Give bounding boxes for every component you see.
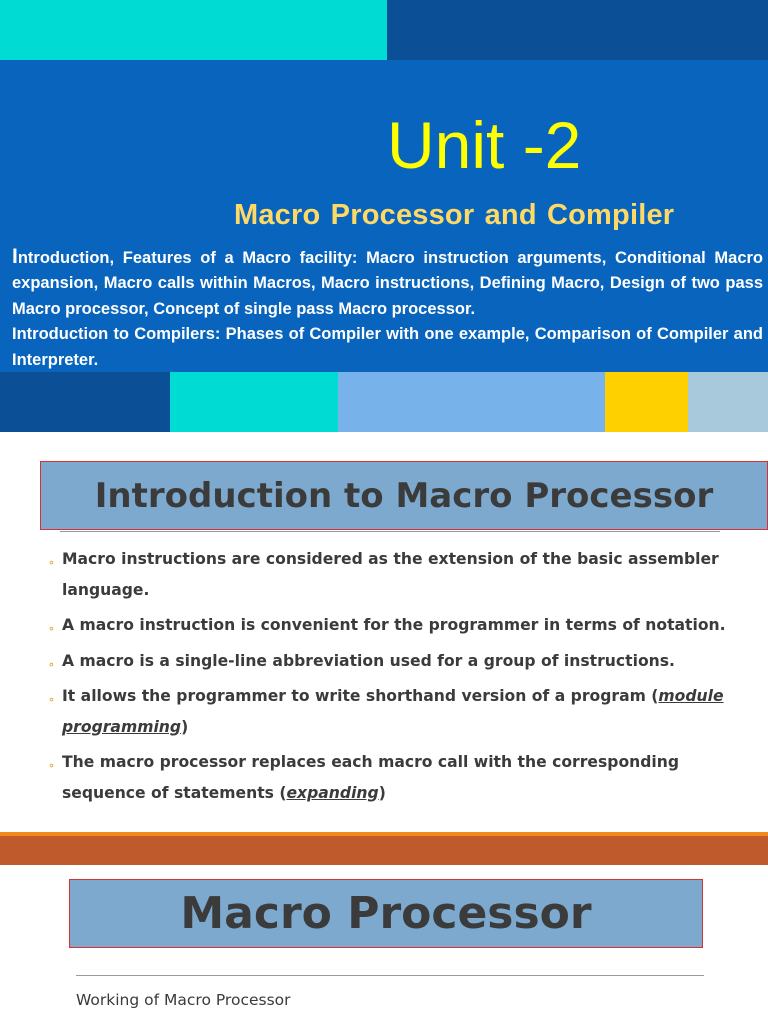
slide3-divider (76, 975, 704, 976)
top-navy-band (387, 0, 768, 60)
syllabus-text (12, 244, 763, 373)
list-item: ∘ It allows the programmer to write shorthand version of a program (module programming) (48, 687, 724, 736)
slide3-title: Macro Processor (180, 888, 592, 939)
emphasis-term: module programming (62, 687, 724, 736)
list-item: ∘ The macro processor replaces each macro call with the corresponding sequence of statements (expanding) (48, 753, 680, 802)
drop-initial: I (12, 245, 18, 268)
circle-bullet-icon: ∘ (48, 622, 55, 635)
list-item: ∘ A macro is a single-line abbreviation used for a group of instructions. (48, 651, 675, 671)
bottom-band-lightblue (338, 372, 605, 432)
slide-title-box (40, 461, 768, 530)
bottom-band-grayblue (688, 372, 768, 432)
unit-title: Unit -2 (387, 108, 582, 182)
top-teal-band (0, 0, 387, 60)
slide3-rust-band (0, 836, 768, 865)
syllabus-paragraph-compiler: Introduction to Compilers: Phases of Compiler with one example, Comparison of Compiler and Interpreter. (12, 325, 763, 369)
circle-bullet-icon: ∘ (48, 693, 55, 706)
slide-title: Introduction to Macro Processor (94, 475, 714, 516)
bottom-band-navy (0, 372, 170, 432)
list-item: ∘ A macro instruction is convenient for the programmer in terms of notation. (48, 616, 726, 635)
bottom-band-yellow (605, 372, 688, 432)
slide-unit-2 (0, 0, 768, 432)
slide-introduction-macro-processor (0, 432, 768, 832)
bullet-list (48, 544, 748, 813)
circle-bullet-icon: ∘ (48, 657, 55, 671)
circle-bullet-icon: ∘ (48, 556, 55, 569)
slide3-title-box (69, 879, 703, 948)
emphasis-term: expanding (286, 783, 379, 802)
unit-subtitle: Macro Processor and Compiler (234, 199, 675, 231)
list-item: ∘ Macro instructions are considered as the extension of the basic assembler language. (48, 550, 719, 599)
bottom-band-teal (170, 372, 338, 432)
syllabus-paragraph-macro: Introduction, Features of a Macro facility: Macro instruction arguments, Conditional Macro expansion, Macro calls within Macros, Macro instructions, Defining Macro, Design of two pass Macro processor, Concept of single pass Macro processor. (12, 245, 763, 318)
circle-bullet-icon: ∘ (48, 759, 55, 772)
title-divider (60, 531, 720, 532)
slide3-subtitle: Working of Macro Processor (76, 991, 291, 1009)
